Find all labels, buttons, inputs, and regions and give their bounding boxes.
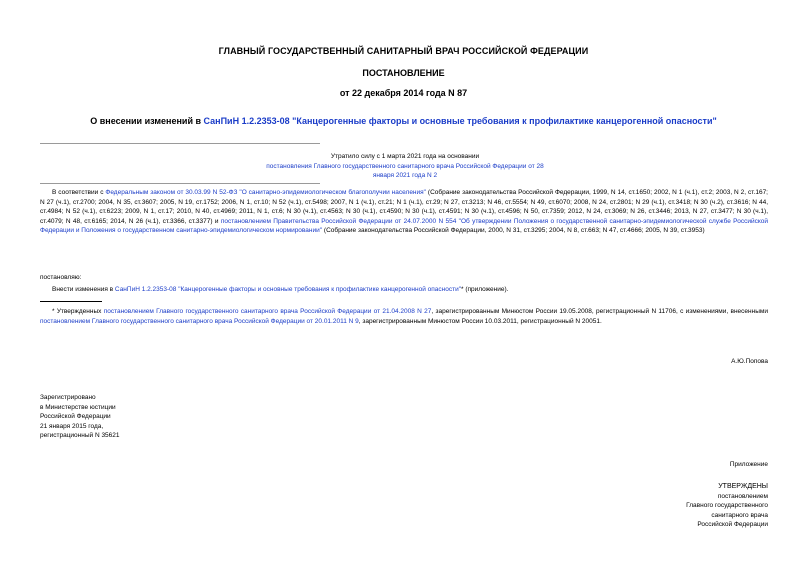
status-note	[260, 152, 550, 181]
document-date-number: от 22 декабря 2014 года N 87	[339, 88, 468, 98]
appendix-label: Приложение	[729, 461, 768, 468]
government-resolution-link[interactable]: постановлением Правительства Российской Федерации от 24.07.2000 N 554 "Об утверждении Положения о государственной санитарно-эпидемиологической службе Российской Федерации и Положения о государственном санитарно-эпидемиологическом нормировании"	[40, 217, 769, 235]
registration-line: Российской Федерации	[40, 413, 111, 421]
footnote-end: , зарегистрированным Минюстом России 10.03.2011, регистрационный N 20051.	[358, 317, 602, 325]
footnote-link-2011[interactable]: постановлением Главного государственного санитарного врача Российской Федерации от 20.01.2011 N 9	[40, 317, 359, 325]
repeal-resolution-link[interactable]: постановления Главного государственного санитарного врача Российской Федерации от 28 января 2021 года N 2	[266, 162, 544, 180]
document-type: ПОСТАНОВЛЕНИЕ	[362, 68, 445, 78]
order-intro: Внести изменения в	[52, 286, 115, 293]
sanpin-title-link[interactable]: СанПиН 1.2.2353-08 "Канцерогенные факторы и основные требования к профилактике канцерогенной опасности"	[203, 116, 717, 126]
registration-line: Зарегистрировано	[40, 394, 96, 401]
registration-line: регистрационный N 35621	[40, 432, 120, 440]
registration-line: 21 января 2015 года,	[40, 422, 104, 430]
signature: А.Ю.Попова	[731, 358, 768, 365]
footnote-intro: * Утвержденных	[52, 308, 104, 315]
government-resolution-refs: (Собрание законодательства Российской Федерации, 2000, N 31, ст.3295; 2004, N 8, ст.663; N 47, ст.4666; 2005, N 39, ст.3953)	[322, 227, 705, 235]
order-sanpin-link[interactable]: СанПиН 1.2.2353-08 "Канцерогенные факторы и основные требования к профилактике канцерогенной опасности"	[114, 286, 462, 293]
title-prefix: О внесении изменений в	[90, 116, 204, 126]
divider-top	[40, 143, 320, 144]
issuing-authority: ГЛАВНЫЙ ГОСУДАРСТВЕННЫЙ САНИТАРНЫЙ ВРАЧ РОССИЙСКОЙ ФЕДЕРАЦИИ	[218, 46, 589, 56]
order-suffix: * (приложение).	[461, 286, 509, 293]
registration-line: в Министерстве юстиции	[40, 403, 116, 411]
footnote-divider	[40, 301, 102, 302]
resolve-word: постановляю:	[40, 274, 82, 281]
document-title	[0, 116, 807, 126]
approval-line: санитарного врача	[711, 511, 768, 519]
divider-bottom	[40, 183, 320, 184]
footnote	[40, 307, 768, 326]
approval-title: УТВЕРЖДЕНЫ	[718, 483, 768, 490]
approval-line: Российской Федерации	[697, 521, 768, 529]
order-paragraph	[52, 285, 768, 295]
federal-law-refs: (Собрание законодательства Российской Федерации, 1999, N 14, ст.1650; 2002, N 1 (ч.1), ст.2; 2003, N 2, ст.167; N 27 (ч.1), ст.2700; 2004, N 35, ст.3607; 2005, N 19, ст.1752; 2006, N 1, ст.10; N 52 (ч.1), ст.5498; 2007, N 1 (ч.1), ст.21; N 1 (ч.1), ст.29; N 27, ст.3213; N 46, ст.5554; N 49, ст.6070; 2008, N 24, ст.2801; N 29 (ч.1), ст.3418; N 30 (ч.2), ст.3616; N 44, ст.4984; N 52 (ч.1), ст.6223; 2009, N 1, ст.17; 2010, N 40, ст.4969; 2011, N 1, ст.6; N 30 (ч.1), ст.4563; N 30 (ч.1), ст.4590; N 30 (ч.1), ст.4591; N 30 (ч.1), ст.4596; N 50, ст.7359; 2012, N 24, ст.3069; N 26, ст.3446; 2013, N 27, ст.3477; N 30 (ч.1), ст.4079; N 48, ст.6165; 2014, N 26 (ч.1), ст.3366, ст.3377) и	[40, 189, 768, 225]
status-note-text: Утратило силу с 1 марта 2021 года на основании	[330, 153, 480, 160]
preamble-intro: В соответствии с	[52, 189, 106, 196]
approval-line: Главного государственного	[686, 502, 768, 510]
footnote-link-2008[interactable]: постановлением Главного государственного санитарного врача Российской Федерации от 21.04.2008 N 27	[103, 308, 432, 315]
preamble-paragraph	[40, 188, 768, 236]
approval-block	[560, 482, 768, 530]
federal-law-link[interactable]: Федеральным законом от 30.03.99 N 52-ФЗ "О санитарно-эпидемиологическом благополучии населения"	[105, 189, 426, 196]
registration-block	[40, 393, 240, 441]
approval-line: постановлением	[717, 492, 768, 500]
footnote-mid: , зарегистрированным Минюстом России 19.05.2008, регистрационный N 11706, с изменениями, внесенными	[431, 308, 768, 315]
